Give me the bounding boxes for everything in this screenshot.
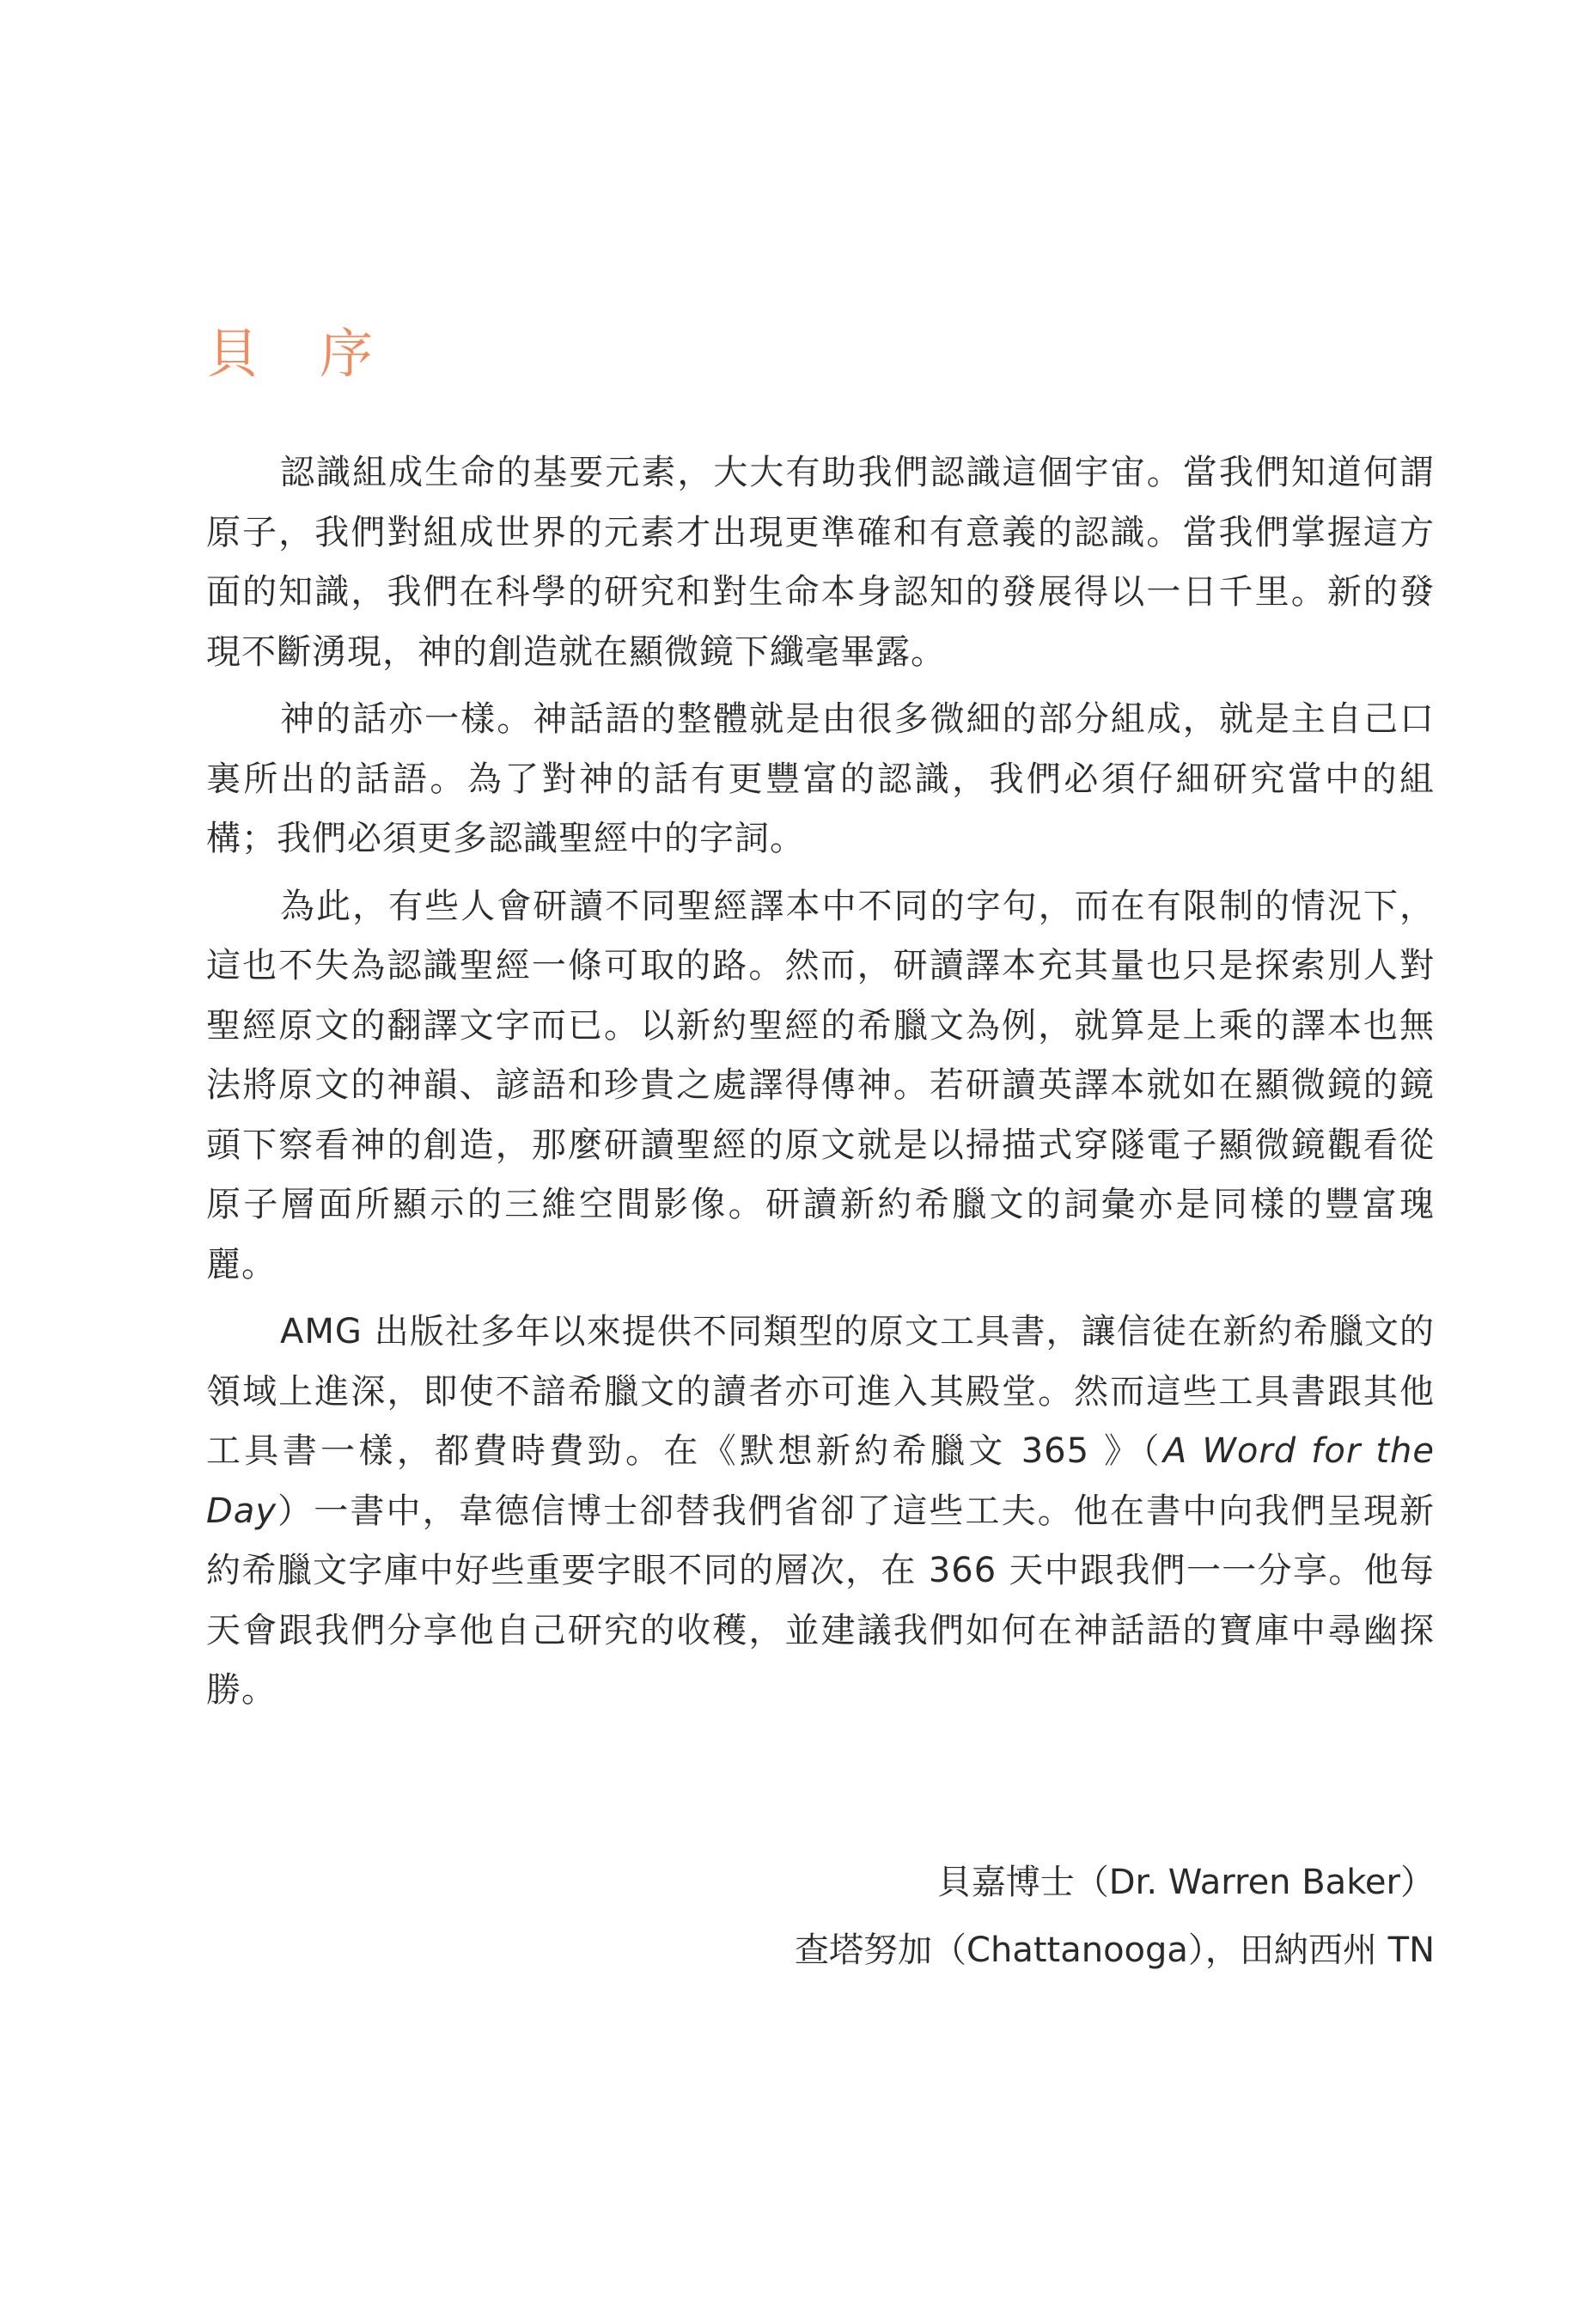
paragraph-4-after: ）一書中，韋德信博士卻替我們省卻了這些工夫。他在書中向我們呈現新約希臘文字庫中好些重要字眼不同的層次，在 366 天中跟我們一一分享。他每天會跟我們分享他自己研究的收穫，並建議我們如何在神話語的寶庫中尋幽探勝。 xyxy=(206,1491,1435,1710)
signature-author: 貝嘉博士（Dr. Warren Baker） xyxy=(936,1863,1435,1902)
paragraph-1: 認識組成生命的基要元素，大大有助我們認識這個宇宙。當我們知道何謂原子，我們對組成世界的元素才出現更準確和有意義的認識。當我們掌握這方面的知識，我們在科學的研究和對生命本身認知的發展得以一日千里。新的發現不斷湧現，神的創造就在顯微鏡下纖毫畢露。 xyxy=(206,453,1435,672)
signature-location: 查塔努加（Chattanooga），田納西州 TN xyxy=(795,1931,1435,1970)
book-title-italic: A Word for the Day xyxy=(206,1431,1435,1531)
paragraph-4 xyxy=(206,1302,1435,1721)
signature-block xyxy=(795,1849,1435,1985)
paragraph-4-before: AMG 出版社多年以來提供不同類型的原文工具書，讓信徒在新約希臘文的領域上進深，即使不諳希臘文的讀者亦可進入其殿堂。然而這些工具書跟其他工具書一樣，都費時費勁。在《默想新約希臘文 365 》（ xyxy=(206,1312,1435,1471)
page-title: 貝序 xyxy=(206,322,434,385)
paragraph-2: 神的話亦一樣。神話語的整體就是由很多微細的部分組成，就是主自己口裏所出的話語。為了對神的話有更豐富的認識，我們必須仔細研究當中的組構；我們必須更多認識聖經中的字詞。 xyxy=(206,699,1435,858)
paragraph-3: 為此，有些人會研讀不同聖經譯本中不同的字句，而在有限制的情況下，這也不失為認識聖經一條可取的路。然而，研讀譯本充其量也只是探索別人對聖經原文的翻譯文字而已。以新約聖經的希臘文為例，就算是上乘的譯本也無法將原文的神韻、諺語和珍貴之處譯得傳神。若研讀英譯本就如在顯微鏡的鏡頭下察看神的創造，那麼研讀聖經的原文就是以掃描式穿隧電子顯微鏡觀看從原子層面所顯示的三維空間影像。研讀新約希臘文的詞彙亦是同樣的豐富瑰麗。 xyxy=(206,886,1435,1284)
preface-body xyxy=(206,443,1435,1721)
